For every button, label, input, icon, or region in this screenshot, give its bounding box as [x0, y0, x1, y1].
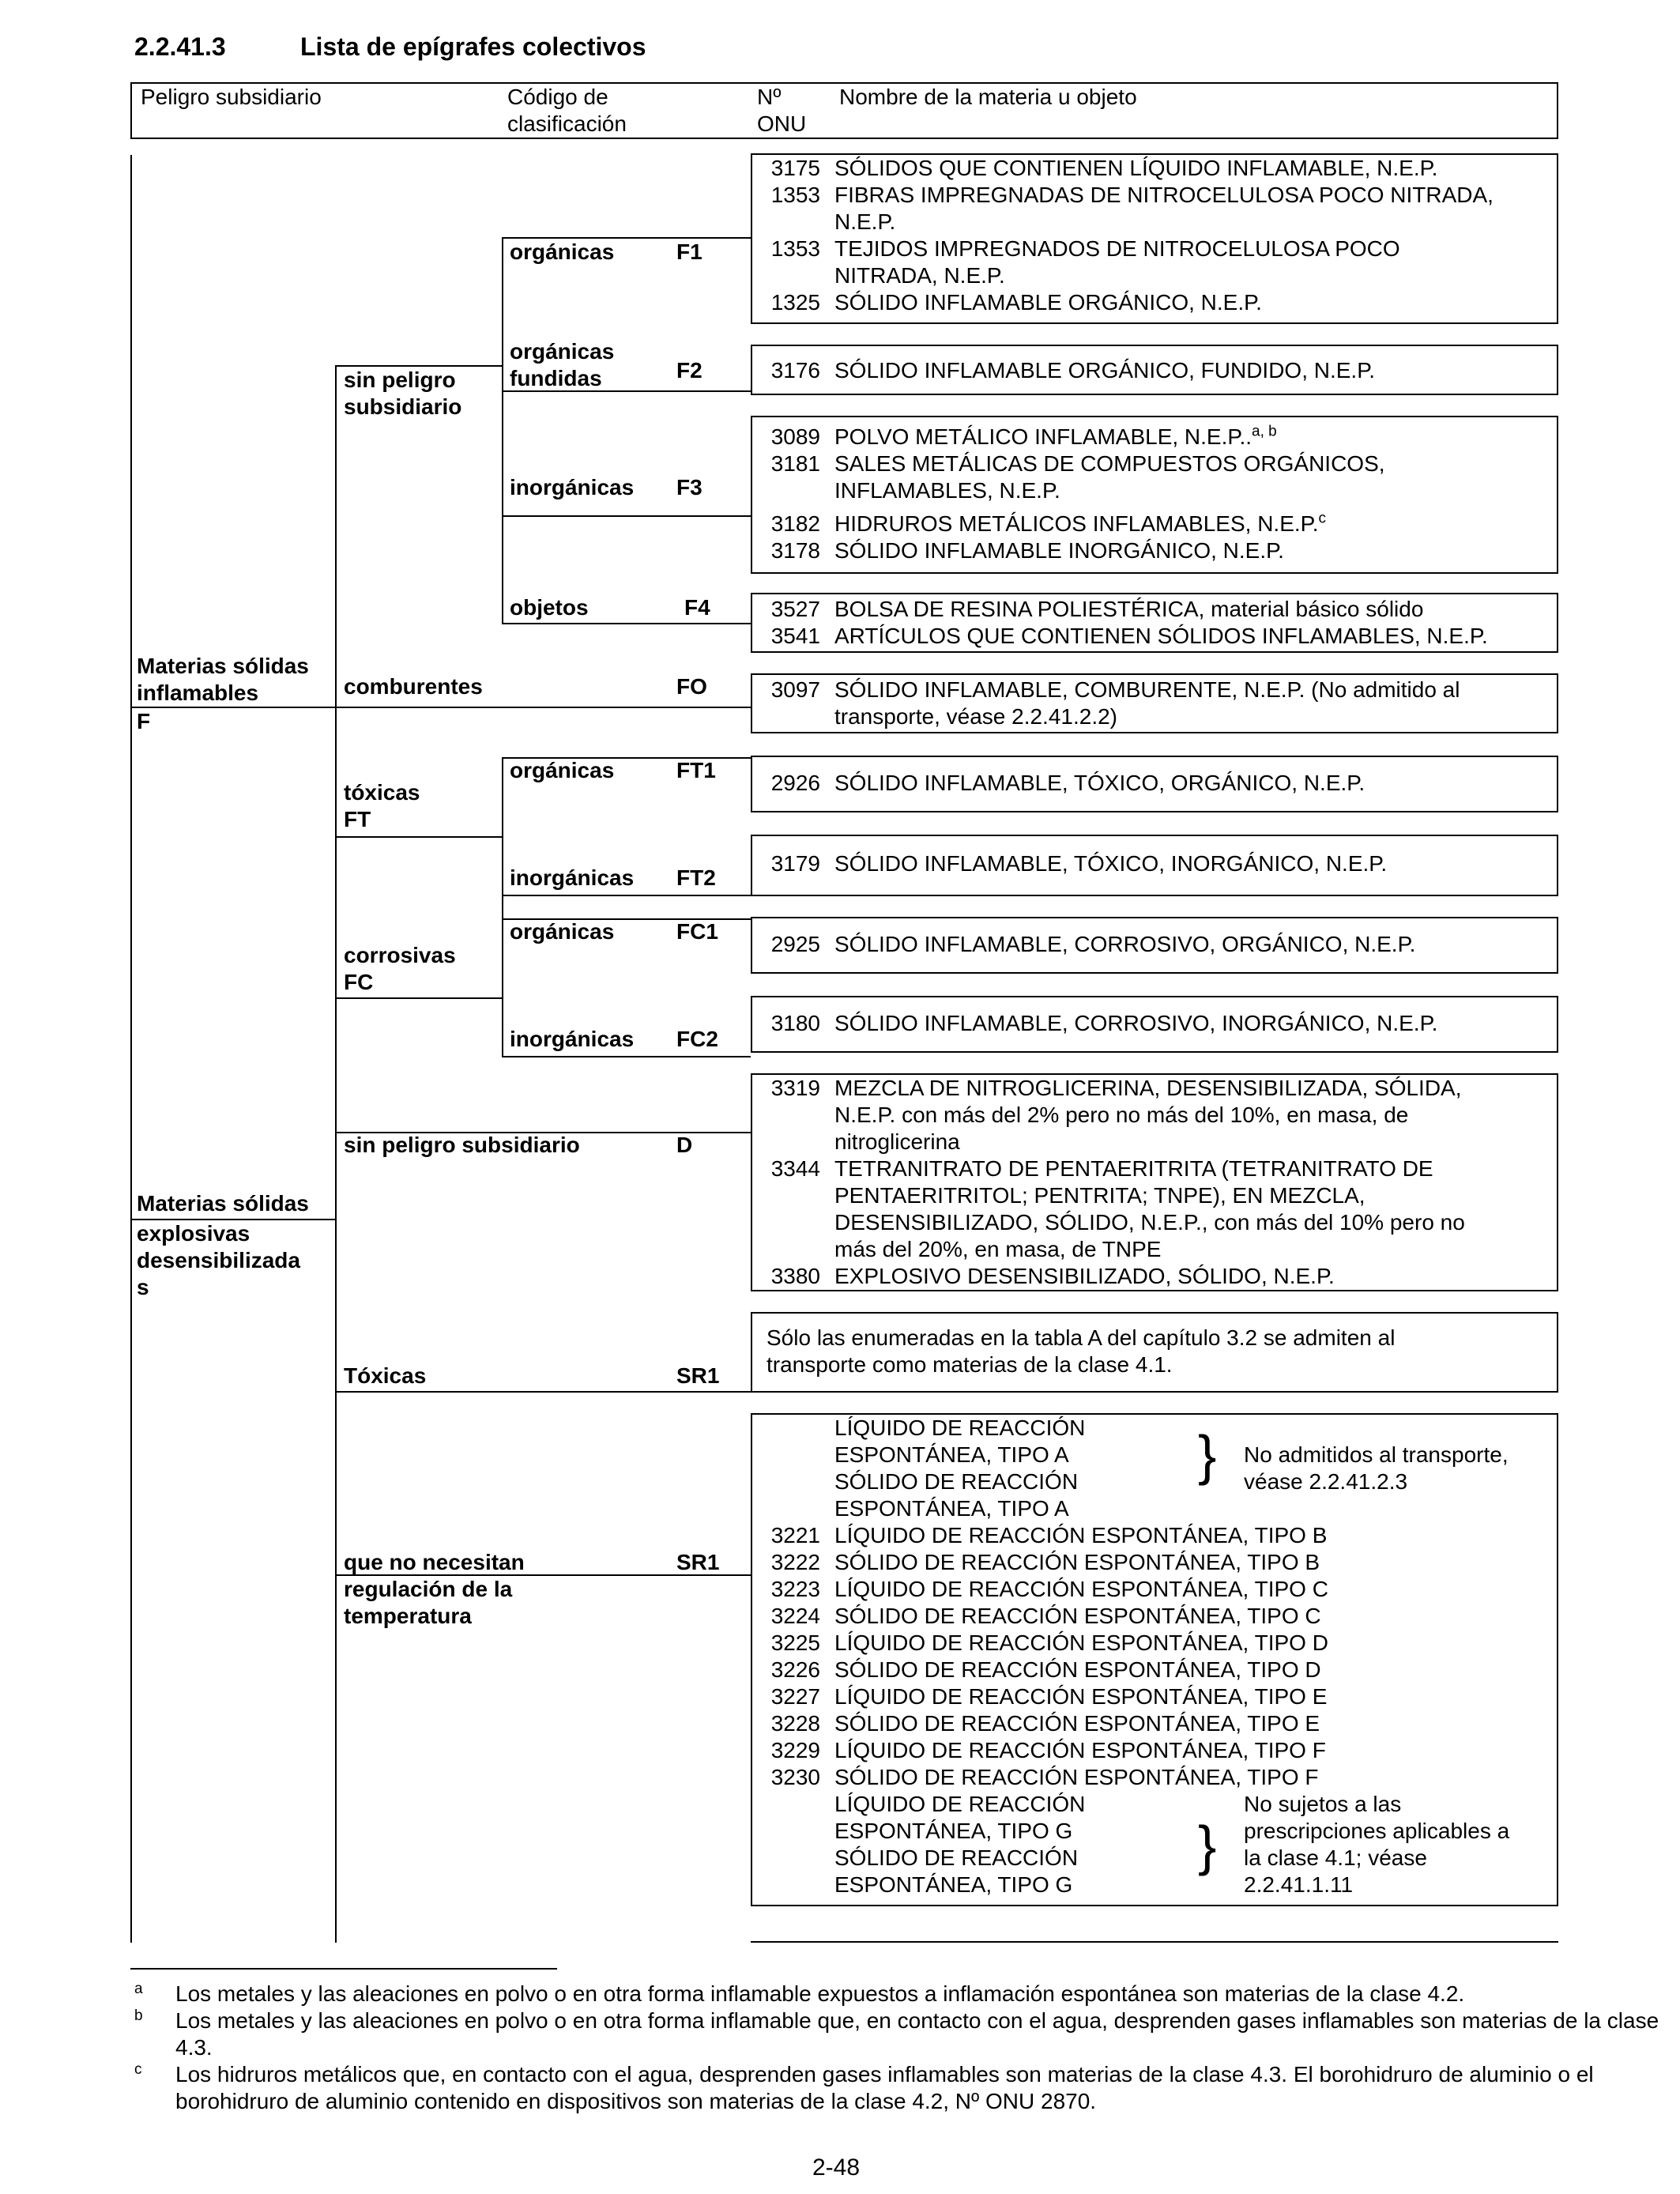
sr-bottom-line-1: LÍQUIDO DE REACCIÓN: [834, 1792, 1086, 1816]
entries-d: [759, 1075, 1549, 1290]
entry-name: BOLSA DE RESINA POLIESTÉRICA, material básico sólido: [834, 597, 1424, 621]
un-number: 3380: [770, 1264, 820, 1288]
un-number: 3229: [770, 1738, 820, 1762]
materias-explosivas-2: explosivas: [137, 1221, 250, 1246]
sr-bottom-note-4: 2.2.41.1.11: [1244, 1872, 1354, 1897]
header-no: Nº: [757, 85, 782, 109]
footnote-mark: a: [134, 1981, 143, 1997]
entry-name: SÓLIDO INFLAMABLE ORGÁNICO, N.E.P.: [834, 290, 1262, 315]
tree-line-end: [751, 1941, 1558, 1943]
organicas-fc1: orgánicas: [510, 919, 615, 944]
brace-icon: }: [1198, 1424, 1217, 1486]
entry-name: SÓLIDO INFLAMABLE, CORROSIVO, ORGÁNICO, N.E.P.: [834, 932, 1416, 956]
un-number: 3319: [770, 1076, 820, 1100]
un-number: 3181: [770, 451, 820, 476]
code-f3: F3: [676, 475, 703, 499]
organicas-f2-2: fundidas: [510, 366, 602, 390]
materias-explosivas-3: desensibilizada: [137, 1248, 300, 1272]
un-number: 3175: [770, 156, 820, 180]
materias-explosivas-1: Materias sólidas: [137, 1191, 309, 1216]
entry-name: transporte, véase 2.2.41.2.2): [834, 704, 1117, 729]
toxicas-2: FT: [344, 807, 371, 831]
no-necesitan-3: temperatura: [344, 1604, 472, 1628]
un-number: 2925: [770, 932, 820, 956]
footnote-mark: b: [134, 2007, 143, 2024]
header-nombre: Nombre de la materia u objeto: [839, 85, 1137, 109]
sr-top-line-3: SÓLIDO DE REACCIÓN: [834, 1469, 1079, 1494]
sr-bottom-line-2: ESPONTÁNEA, TIPO G: [834, 1819, 1073, 1843]
entry-name: TETRANITRATO DE PENTAERITRITA (TETRANITRATO DE: [834, 1156, 1433, 1181]
entry-name: FIBRAS IMPREGNADAS DE NITROCELULOSA POCO NITRADA,: [834, 183, 1494, 207]
code-d: D: [676, 1133, 693, 1157]
code-f2: F2: [676, 358, 703, 383]
un-number: 3225: [770, 1630, 820, 1655]
tree-line: [502, 623, 751, 624]
entry-name: SÓLIDO INFLAMABLE, TÓXICO, ORGÁNICO, N.E.P.: [834, 771, 1365, 795]
entries-sr1: [759, 1522, 1549, 1791]
entries-ft1: [759, 770, 1549, 797]
code-f1: F1: [676, 239, 703, 264]
materias-explosivas-4: s: [137, 1275, 149, 1299]
entry-name: LÍQUIDO DE REACCIÓN ESPONTÁNEA, TIPO C: [834, 1577, 1328, 1601]
brace-icon: }: [1198, 1815, 1217, 1876]
un-number: 3224: [770, 1604, 820, 1628]
un-number: 3182: [770, 511, 820, 536]
header-codigo: Código de: [507, 85, 608, 109]
un-number: 3178: [770, 538, 820, 563]
entry-name: más del 20%, en masa, de TNPE: [834, 1237, 1162, 1261]
entry-name: SÓLIDO DE REACCIÓN ESPONTÁNEA, TIPO B: [834, 1550, 1320, 1574]
footnote-ref-c: c: [1318, 510, 1327, 527]
sr-top-line-2: ESPONTÁNEA, TIPO A: [834, 1442, 1069, 1467]
entry-name: NITRADA, N.E.P.: [834, 263, 1005, 288]
tree-line: [335, 707, 751, 708]
entry-name: N.E.P. con más del 2% pero no más del 10%, en masa, de: [834, 1103, 1409, 1127]
header-onu: ONU: [757, 111, 807, 136]
tree-line: [335, 997, 503, 999]
sr-bottom-note-3: la clase 4.1; véase: [1244, 1845, 1427, 1870]
un-number: 1325: [770, 290, 820, 315]
code-fc2: FC2: [676, 1027, 718, 1051]
tree-line-col3: [502, 237, 503, 623]
entry-name: HIDRUROS METÁLICOS INFLAMABLES, N.E.P.: [834, 511, 1319, 536]
entries-fc1: [759, 931, 1549, 958]
code-f4: F4: [684, 595, 710, 620]
un-number: 3541: [770, 624, 820, 648]
code-ft1: FT1: [676, 758, 716, 782]
un-number: 3527: [770, 597, 820, 621]
footnote-mark: c: [134, 2061, 142, 2078]
un-number: 3227: [770, 1684, 820, 1709]
sin-peligro-subsidiario: sin peligro subsidiario: [344, 1133, 580, 1157]
header-clasificacion: clasificación: [507, 111, 627, 136]
tree-line: [335, 1391, 751, 1393]
sr-toxicas-note-2: transporte como materias de la clase 4.1.: [767, 1352, 1173, 1377]
entries-f4: [759, 596, 1549, 650]
entries-fc2: [759, 1010, 1549, 1037]
sin-peligro-2: subsidiario: [344, 394, 462, 419]
footnote-ref-ab: a, b: [1252, 423, 1277, 440]
un-number: 3230: [770, 1765, 820, 1789]
entry-name: LÍQUIDO DE REACCIÓN ESPONTÁNEA, TIPO F: [834, 1738, 1326, 1762]
materias-inflamables-3: F: [137, 709, 151, 733]
page-number: 2-48: [812, 2154, 861, 2181]
entry-name: PENTAERITRITOL; PENTRITA; TNPE), EN MEZCLA,: [834, 1183, 1365, 1208]
entry-name: SÓLIDO DE REACCIÓN ESPONTÁNEA, TIPO D: [834, 1657, 1321, 1682]
entry-name: SÓLIDO DE REACCIÓN ESPONTÁNEA, TIPO C: [834, 1604, 1321, 1628]
code-sr1: SR1: [676, 1550, 720, 1574]
tree-line-main: [130, 155, 132, 1943]
entry-name: SÓLIDO INFLAMABLE, CORROSIVO, INORGÁNICO, N.E.P.: [834, 1011, 1438, 1035]
entry-name: POLVO METÁLICO INFLAMABLE, N.E.P..: [834, 424, 1252, 449]
un-number: 1353: [770, 236, 820, 261]
entries-ft2: [759, 850, 1549, 877]
entry-name: MEZCLA DE NITROGLICERINA, DESENSIBILIZADA, SÓLIDA,: [834, 1076, 1462, 1100]
un-number: 2926: [770, 771, 820, 795]
entry-name: SÓLIDO INFLAMABLE, COMBURENTE, N.E.P. (No admitido al: [834, 677, 1460, 702]
header-peligro: Peligro subsidiario: [141, 85, 322, 109]
un-number: 3097: [770, 677, 820, 702]
tree-line: [502, 515, 751, 517]
entry-name: ARTÍCULOS QUE CONTIENEN SÓLIDOS INFLAMABLES, N.E.P.: [834, 624, 1488, 648]
un-number: 3222: [770, 1550, 820, 1574]
no-necesitan-2: regulación de la: [344, 1577, 513, 1601]
inorganicas-f3: inorgánicas: [510, 475, 635, 499]
tree-line-col3: [502, 757, 503, 1056]
entry-name: N.E.P.: [834, 209, 896, 234]
sr-top-line-1: LÍQUIDO DE REACCIÓN: [834, 1416, 1086, 1440]
code-ft2: FT2: [676, 865, 716, 890]
un-number: 3179: [770, 851, 820, 876]
tree-line-col2: [335, 365, 337, 1943]
organicas-f1: orgánicas: [510, 239, 615, 264]
tree-line: [335, 836, 503, 838]
materias-inflamables-2: inflamables: [137, 680, 259, 705]
un-number: 3221: [770, 1523, 820, 1547]
entry-name: EXPLOSIVO DESENSIBILIZADO, SÓLIDO, N.E.P.: [834, 1264, 1335, 1288]
footnote-text: Los metales y las aleaciones en polvo o en otra forma inflamable que, en contacto con el agua, desprenden gases inflamables son materias de la clase 4.3.: [175, 2008, 1659, 2060]
entry-name: SÓLIDO DE REACCIÓN ESPONTÁNEA, TIPO E: [834, 1711, 1320, 1736]
entry-name: nitroglicerina: [834, 1129, 960, 1154]
comburentes: comburentes: [344, 674, 483, 699]
sr-top-note-1: No admitidos al transporte,: [1244, 1442, 1509, 1467]
organicas-ft1: orgánicas: [510, 758, 615, 782]
entry-name: INFLAMABLES, N.E.P.: [834, 478, 1060, 503]
code-fo: FO: [676, 674, 707, 699]
organicas-f2-1: orgánicas: [510, 339, 615, 364]
toxicas-sr: Tóxicas: [344, 1363, 427, 1388]
sr-top-note-2: véase 2.2.41.2.3: [1244, 1469, 1408, 1494]
tree-line: [502, 895, 751, 896]
entry-name: SALES METÁLICAS DE COMPUESTOS ORGÁNICOS,: [834, 451, 1385, 476]
entry-name: LÍQUIDO DE REACCIÓN ESPONTÁNEA, TIPO E: [834, 1684, 1328, 1709]
sr-bottom-line-3: SÓLIDO DE REACCIÓN: [834, 1845, 1079, 1870]
sr-bottom-note-1: No sujetos a las: [1244, 1792, 1402, 1816]
section-number: 2.2.41.3: [134, 32, 226, 61]
footnote-text: Los metales y las aleaciones en polvo o en otra forma inflamable expuestos a inflamación espontánea son materias de la clase 4.2.: [175, 1981, 1465, 2006]
toxicas-1: tóxicas: [344, 780, 420, 805]
materias-inflamables-1: Materias sólidas: [137, 654, 309, 678]
entry-name: TEJIDOS IMPREGNADOS DE NITROCELULOSA POCO: [834, 236, 1400, 261]
objetos: objetos: [510, 595, 589, 620]
un-number: 3223: [770, 1577, 820, 1601]
inorganicas-ft2: inorgánicas: [510, 865, 635, 890]
un-number: 3226: [770, 1657, 820, 1682]
footnote-separator: [130, 1968, 557, 1970]
entry-name: LÍQUIDO DE REACCIÓN ESPONTÁNEA, TIPO D: [834, 1630, 1328, 1655]
entries-f2: [759, 357, 1549, 384]
un-number: 3176: [770, 358, 820, 383]
code-sr1-toxicas: SR1: [676, 1363, 720, 1388]
footnote-text: Los hidruros metálicos que, en contacto con el agua, desprenden gases inflamables son materias de la clase 4.3. El borohidruro de aluminio o el borohidruro de aluminio contenido en dispositivos son materias de la clase 4.2, Nº ONU 2870.: [175, 2062, 1594, 2113]
sr-bottom-line-4: ESPONTÁNEA, TIPO G: [834, 1872, 1073, 1897]
un-number: 3228: [770, 1711, 820, 1736]
un-number: 3089: [770, 424, 820, 449]
entries-fo: [759, 677, 1549, 730]
entry-name: SÓLIDO INFLAMABLE ORGÁNICO, FUNDIDO, N.E.P.: [834, 358, 1376, 383]
entry-name: SÓLIDOS QUE CONTIENEN LÍQUIDO INFLAMABLE, N.E.P.: [834, 156, 1438, 180]
sr-bottom-note-2: prescripciones aplicables a: [1244, 1819, 1510, 1843]
un-number: 3180: [770, 1011, 820, 1035]
entries-f1: [759, 155, 1549, 316]
sr-toxicas-note-1: Sólo las enumeradas en la tabla A del capítulo 3.2 se admiten al: [767, 1325, 1396, 1350]
entries-f3: [759, 424, 1549, 564]
inorganicas-fc2: inorgánicas: [510, 1027, 635, 1051]
entry-name: SÓLIDO DE REACCIÓN ESPONTÁNEA, TIPO F: [834, 1765, 1319, 1789]
sin-peligro-1: sin peligro: [344, 368, 456, 392]
sr-top-line-4: ESPONTÁNEA, TIPO A: [834, 1496, 1069, 1521]
entry-name: LÍQUIDO DE REACCIÓN ESPONTÁNEA, TIPO B: [834, 1523, 1328, 1547]
code-fc1: FC1: [676, 919, 718, 944]
section-title: Lista de epígrafes colectivos: [300, 32, 646, 61]
corrosivas-2: FC: [344, 970, 374, 994]
tree-line: [502, 1056, 751, 1057]
corrosivas-1: corrosivas: [344, 943, 456, 967]
tree-line: [130, 707, 336, 708]
entry-name: DESENSIBILIZADO, SÓLIDO, N.E.P., con más del 10% pero no: [834, 1210, 1465, 1235]
entry-name: SÓLIDO INFLAMABLE INORGÁNICO, N.E.P.: [834, 538, 1284, 563]
entry-name: SÓLIDO INFLAMABLE, TÓXICO, INORGÁNICO, N.E.P.: [834, 851, 1388, 876]
no-necesitan-1: que no necesitan: [344, 1550, 525, 1574]
un-number: 3344: [770, 1156, 820, 1181]
un-number: 1353: [770, 183, 820, 207]
